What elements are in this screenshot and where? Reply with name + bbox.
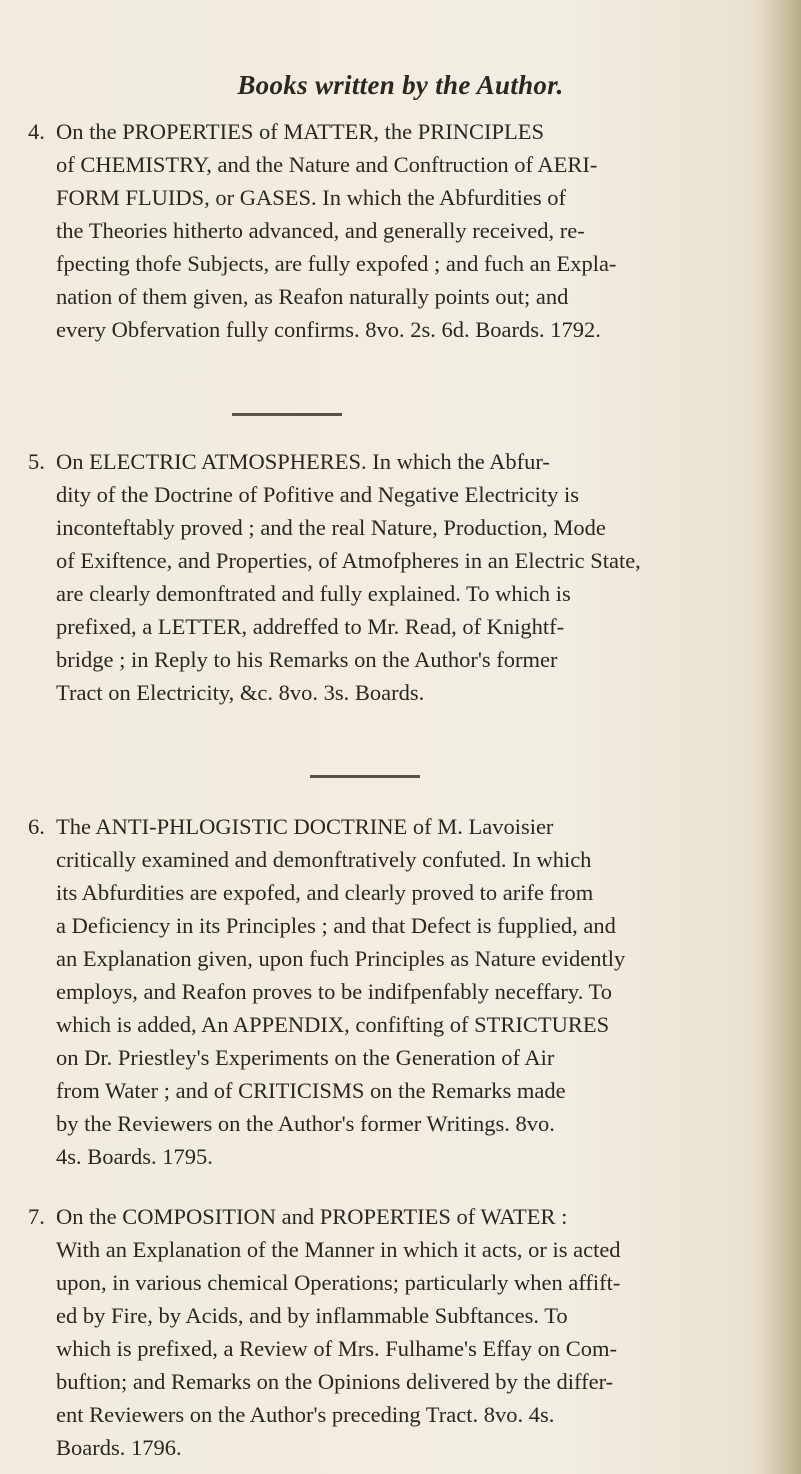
separator-rule xyxy=(310,775,420,778)
entry-line: bridge ; in Reply to his Remarks on the Author's former xyxy=(56,647,558,672)
entry-line: inconteftably proved ; and the real Nature, Production, Mode xyxy=(56,515,606,540)
entry-number: 5. xyxy=(28,449,45,474)
book-entry xyxy=(28,1200,736,1464)
entry-line: Tract on Electricity, &c. 8vo. 3s. Boards. xyxy=(56,680,425,705)
entry-number: 7. xyxy=(28,1204,45,1229)
entry-line: nation of them given, as Reafon naturally points out; and xyxy=(56,284,569,309)
entry-line: On the COMPOSITION and PROPERTIES of WATER : xyxy=(56,1204,568,1229)
entry-line: With an Explanation of the Manner in which it acts, or is acted xyxy=(56,1237,621,1262)
entry-line: from Water ; and of CRITICISMS on the Remarks made xyxy=(56,1078,566,1103)
entry-line: a Deficiency in its Principles ; and that Defect is fupplied, and xyxy=(56,913,616,938)
entry-line: On ELECTRIC ATMOSPHERES. In which the Abfur- xyxy=(56,449,550,474)
entry-line: of CHEMISTRY, and the Nature and Conftruction of AERI- xyxy=(56,152,598,177)
book-entry xyxy=(28,115,736,346)
entry-line: every Obfervation fully confirms. 8vo. 2s. 6d. Boards. 1792. xyxy=(56,317,601,342)
entry-line: Boards. 1796. xyxy=(56,1435,182,1460)
entry-line: an Explanation given, upon fuch Principles as Nature evidently xyxy=(56,946,626,971)
entry-line: upon, in various chemical Operations; particularly when affift- xyxy=(56,1270,621,1295)
entry-line: 4s. Boards. 1795. xyxy=(56,1144,213,1169)
entry-line: are clearly demonftrated and fully explained. To which is xyxy=(56,581,571,606)
entry-line: of Exiftence, and Properties, of Atmofpheres in an Electric State, xyxy=(56,548,641,573)
entry-line: critically examined and demonftratively confuted. In which xyxy=(56,847,592,872)
entry-number: 4. xyxy=(28,119,45,144)
entry-line: dity of the Doctrine of Pofitive and Negative Electricity is xyxy=(56,482,579,507)
book-entry xyxy=(28,445,736,709)
entry-line: ent Reviewers on the Author's preceding Tract. 8vo. 4s. xyxy=(56,1402,555,1427)
entry-line: the Theories hitherto advanced, and generally received, re- xyxy=(56,218,585,243)
entry-line: which is prefixed, a Review of Mrs. Fulhame's Effay on Com- xyxy=(56,1336,618,1361)
entry-line: prefixed, a LETTER, addreffed to Mr. Read, of Knightf- xyxy=(56,614,565,639)
entry-line: On the PROPERTIES of MATTER, the PRINCIPLES xyxy=(56,119,545,144)
entry-line: on Dr. Priestley's Experiments on the Generation of Air xyxy=(56,1045,555,1070)
entry-line: its Abfurdities are expofed, and clearly proved to arife from xyxy=(56,880,594,905)
entry-line: FORM FLUIDS, or GASES. In which the Abfurdities of xyxy=(56,185,566,210)
scan-edge-shadow xyxy=(761,0,801,1474)
entry-line: which is added, An APPENDIX, confifting of STRICTURES xyxy=(56,1012,610,1037)
entry-line: fpecting thofe Subjects, are fully expofed ; and fuch an Expla- xyxy=(56,251,617,276)
entry-number: 6. xyxy=(28,814,45,839)
separator-rule xyxy=(232,413,342,416)
page-header: Books written by the Author. xyxy=(237,70,564,100)
entry-line: by the Reviewers on the Author's former Writings. 8vo. xyxy=(56,1111,555,1136)
entry-line: The ANTI-PHLOGISTIC DOCTRINE of M. Lavoisier xyxy=(56,814,554,839)
entry-line: buftion; and Remarks on the Opinions delivered by the differ- xyxy=(56,1369,614,1394)
book-entry xyxy=(28,810,736,1173)
entry-line: employs, and Reafon proves to be indifpenfably neceffary. To xyxy=(56,979,612,1004)
entry-line: ed by Fire, by Acids, and by inflammable Subftances. To xyxy=(56,1303,568,1328)
